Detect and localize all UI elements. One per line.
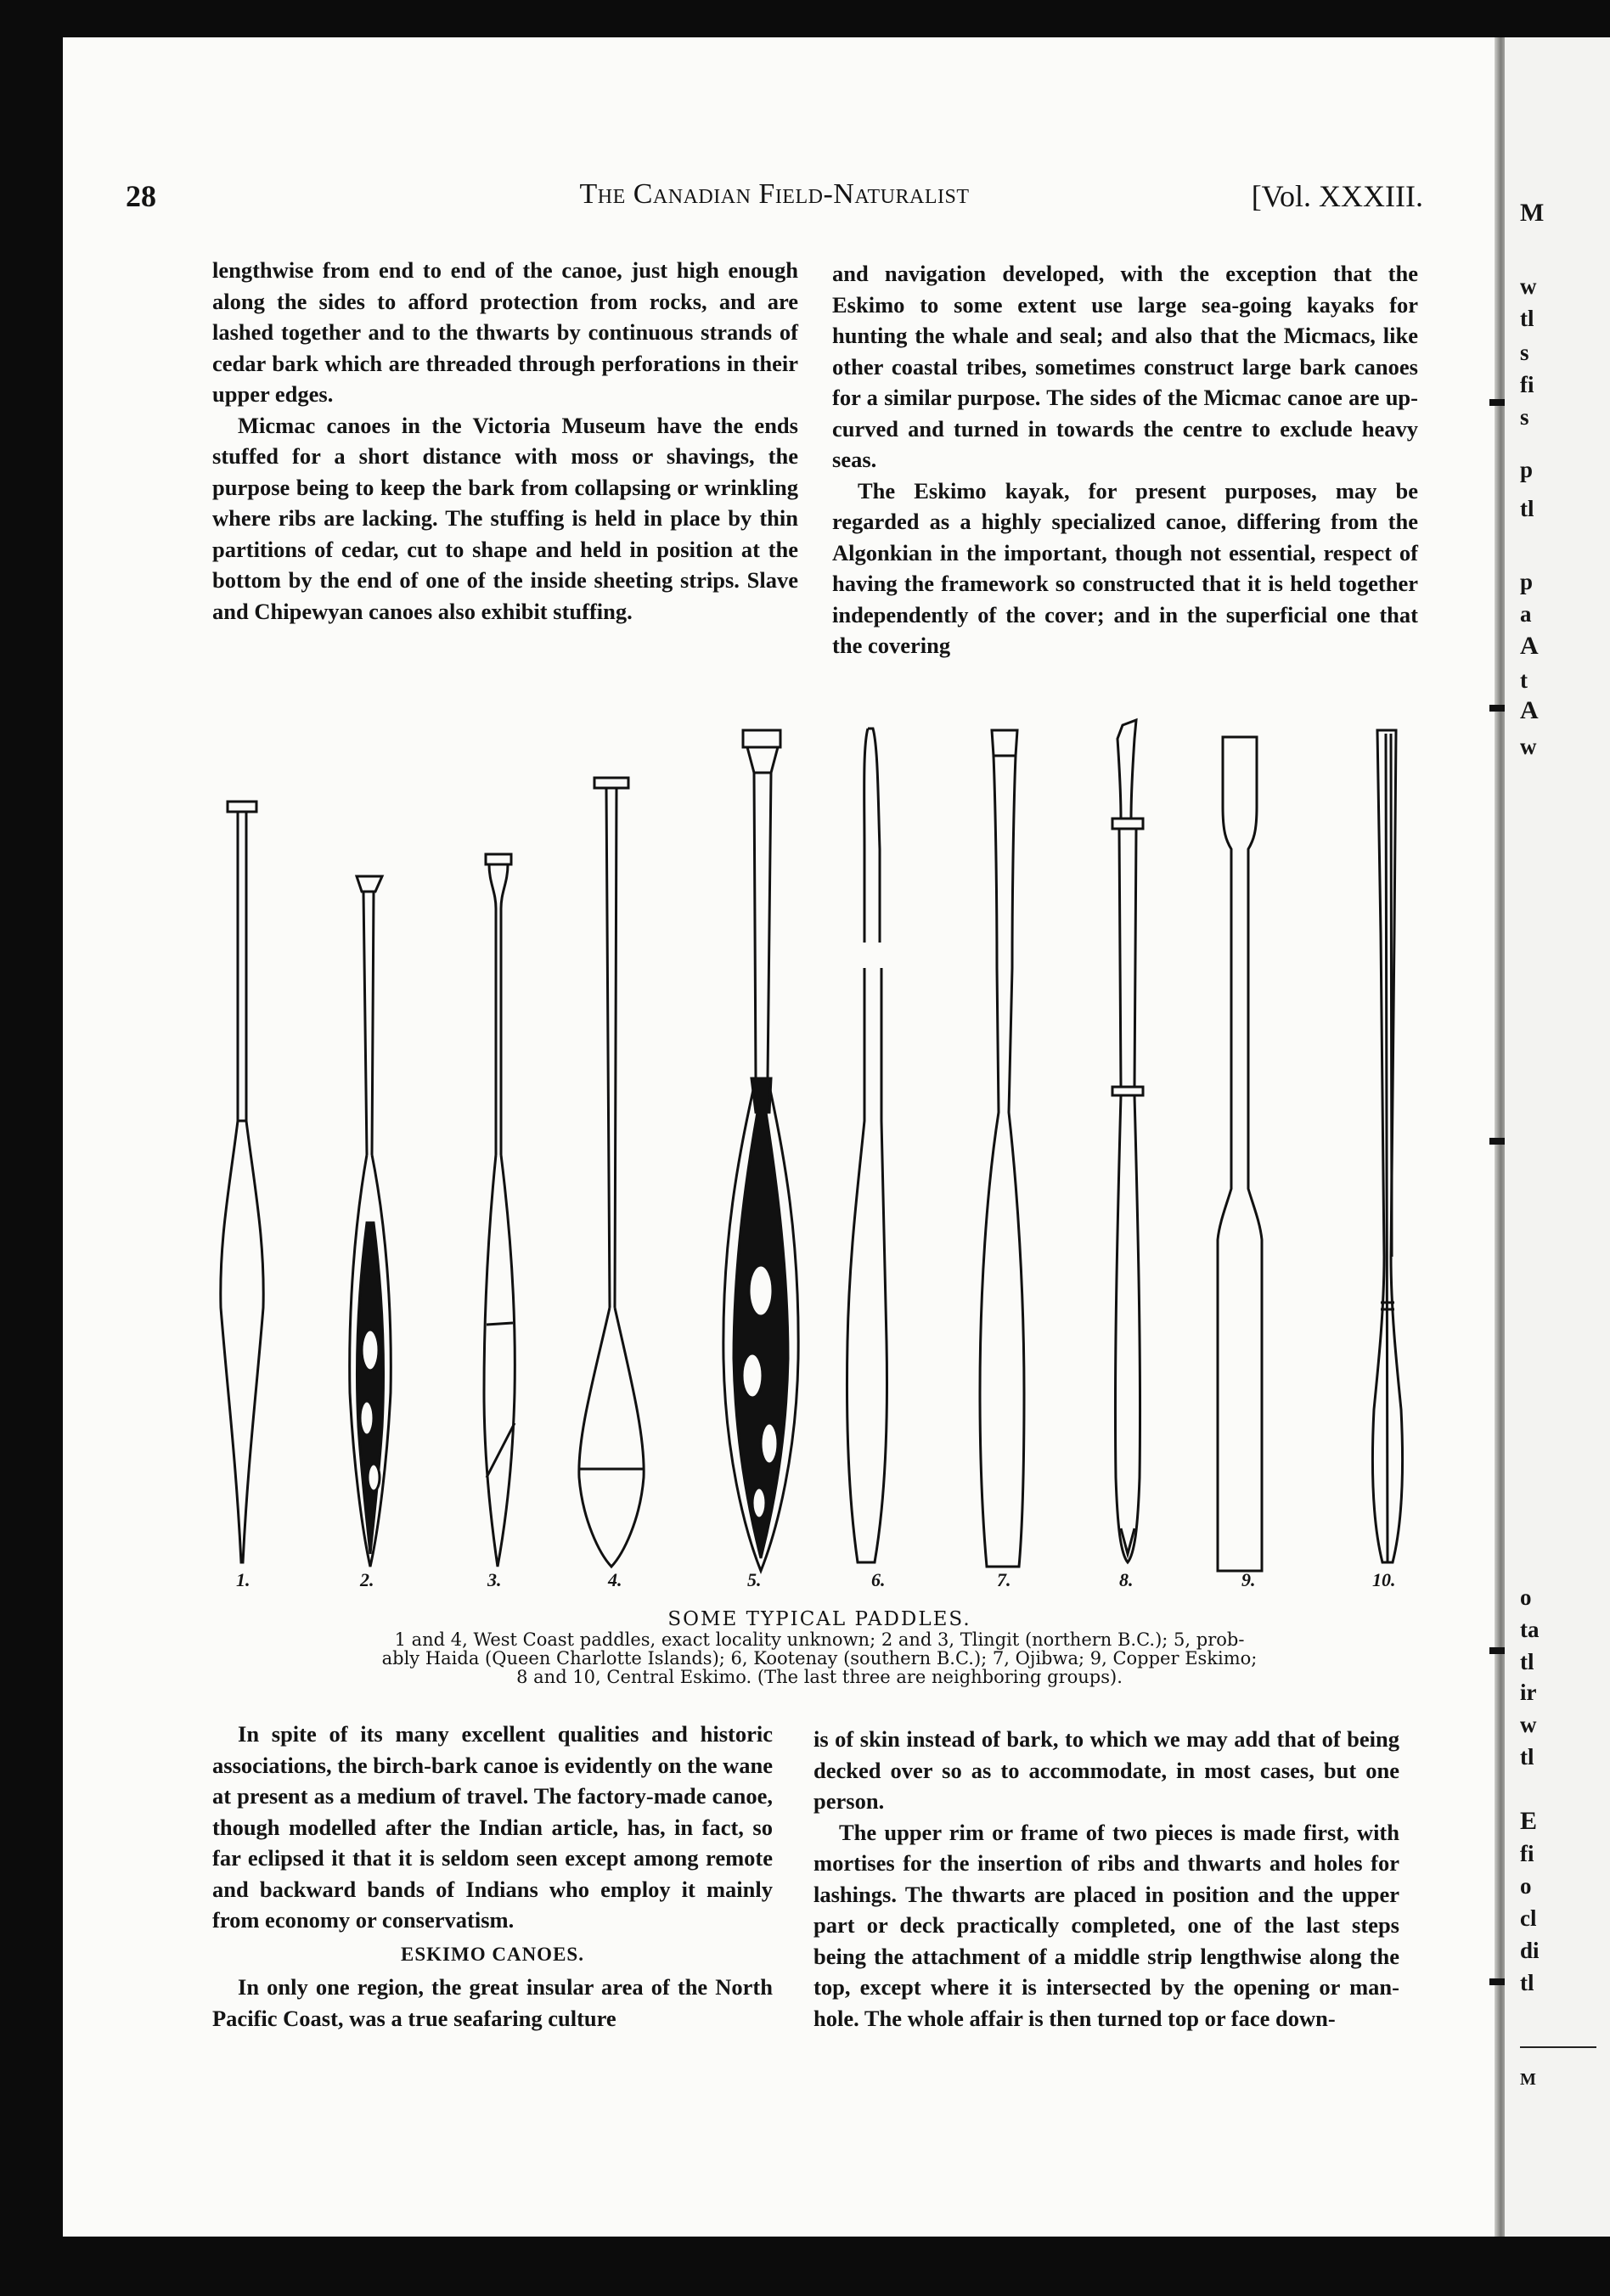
figure-caption-title: SOME TYPICAL PADDLES.	[667, 1608, 971, 1630]
paddles-illustration	[204, 713, 1435, 1613]
paddle-label-10: 10.	[1372, 1569, 1396, 1590]
paragraph: lengthwise from end to end of the canoe, just high enough along the sides to afford protection from rocks, and are lashed together and to the thwarts by continuous strands of cedar bark which are threaded through perforations in their upper edges.	[212, 257, 798, 407]
adjacent-page-fragment: w	[1520, 734, 1537, 759]
adjacent-page-fragment: fi	[1520, 1841, 1534, 1866]
paddle-label-8: 8.	[1119, 1569, 1134, 1590]
adjacent-page-fragment: ir	[1520, 1680, 1537, 1705]
figure-caption	[229, 1630, 1410, 1686]
paddle-label-2: 2.	[360, 1569, 374, 1590]
adjacent-page-rule	[1520, 2046, 1596, 2048]
adjacent-page-fragment: M	[1520, 199, 1545, 227]
paddle-label-3: 3.	[487, 1569, 502, 1590]
paddle-5-drawing	[723, 730, 798, 1571]
paddle-6-drawing	[847, 729, 887, 1562]
text-column-left-bottom	[212, 1719, 773, 2034]
journal-title: The Canadian Field-Naturalist	[579, 178, 970, 210]
adjacent-page-fragment: di	[1520, 1938, 1540, 1963]
adjacent-page-fragment: t	[1520, 667, 1528, 693]
adjacent-page-fragment: w	[1520, 1712, 1537, 1737]
adjacent-page-fragment: p	[1520, 569, 1534, 594]
adjacent-page-fragment: o	[1520, 1584, 1532, 1610]
paragraph: is of skin instead of bark, to which we may add that of being decked over so as to accommodate, in most cases, but one person.	[813, 1726, 1399, 1814]
paddle-2-drawing	[350, 876, 391, 1567]
section-heading: ESKIMO CANOES.	[401, 1943, 584, 1965]
paddle-label-1: 1.	[236, 1569, 251, 1590]
adjacent-page-fragment: tl	[1520, 1649, 1534, 1674]
paragraph: The upper rim or frame of two pieces is made first, with mortises for the insertion of ribs and thwarts and holes for lashings. The thwarts are placed in position and the upper part or deck practically completed, one of the last steps being the attachment of a middle strip lengthwise along the top, except where it is intersected by the opening or man-hole. The whole affair is then turned top or face down-	[813, 1819, 1399, 2031]
adjacent-page-fragment: A	[1520, 632, 1539, 660]
paddle-label-7: 7.	[997, 1569, 1011, 1590]
adjacent-page-fragment: w	[1520, 273, 1537, 299]
adjacent-page-fragment: s	[1520, 340, 1529, 365]
paddle-3-drawing	[484, 854, 515, 1567]
adjacent-page-fragment: o	[1520, 1873, 1532, 1899]
running-header	[126, 178, 1423, 221]
text-column-right-bottom	[813, 1724, 1399, 2034]
paragraph: In spite of its many excellent qualities and historic associations, the birch-bark canoe is evidently on the wane at present as a medium of travel. The factory-made canoe, though modelled after the Indian article, has, in fact, so far eclipsed it that it is seldom seen except among remote and backward bands of Indians who employ it mainly from economy or conservatism.	[212, 1721, 773, 1933]
adjacent-page-fragment: fi	[1520, 372, 1534, 397]
paddle-4-drawing	[579, 778, 644, 1567]
paddle-1-drawing	[221, 802, 263, 1562]
adjacent-page-fragment: tl	[1520, 496, 1534, 521]
adjacent-page-fragment: tl	[1520, 1970, 1534, 1995]
adjacent-page	[1505, 37, 1610, 2237]
adjacent-page-fragment: p	[1520, 457, 1534, 482]
adjacent-page-fragment: cl	[1520, 1905, 1537, 1931]
paddle-label-4: 4.	[608, 1569, 622, 1590]
text-column-left-top	[212, 255, 798, 627]
adjacent-page-fragment: tl	[1520, 306, 1534, 331]
adjacent-page-fragment: E	[1520, 1807, 1538, 1835]
adjacent-page-fragment: a	[1520, 601, 1532, 627]
paddle-label-9: 9.	[1241, 1569, 1256, 1590]
paddle-label-6: 6.	[871, 1569, 886, 1590]
paragraph: In only one region, the great insular area of the North Pacific Coast, was a true seafaring culture	[212, 1974, 773, 2031]
paddle-10-drawing	[1372, 730, 1402, 1562]
caption-line: ably Haida (Queen Charlotte Islands); 6, Kootenay (southern B.C.); 7, Ojibwa; 9, Copper Eskimo;	[381, 1648, 1258, 1669]
paddle-label-5: 5.	[747, 1569, 762, 1590]
page-number: 28	[126, 179, 156, 213]
paddles-figure	[204, 713, 1435, 1613]
volume-label: [Vol. XXXIII.	[1251, 179, 1423, 213]
adjacent-page-fragment: A	[1520, 696, 1539, 724]
paragraph: and navigation developed, with the exception that the Eskimo to some extent use large sea-going kayaks for hunting the whale and seal; and also that the Micmacs, like other coastal tribes, sometimes construct large bark canoes for a similar purpose. The sides of the Micmac canoe are up-curved and turned in towards the centre to exclude heavy seas.	[832, 261, 1418, 472]
paragraph: The Eskimo kayak, for present purposes, may be regarded as a highly specialized canoe, differing from the Algonkian in the important, though not essential, respect of having the framework so constructed that it is held together independently of the cover; and in the superficial one that the covering	[832, 477, 1418, 658]
paddle-7-drawing	[980, 730, 1024, 1567]
caption-line: 8 and 10, Central Eskimo. (The last three are neighboring groups).	[516, 1667, 1123, 1687]
adjacent-page-fragment: s	[1520, 404, 1529, 430]
paddle-8-drawing	[1112, 720, 1143, 1562]
caption-line: 1 and 4, West Coast paddles, exact locality unknown; 2 and 3, Tlingit (northern B.C.); 5, prob-	[394, 1629, 1245, 1650]
text-column-right-top	[832, 258, 1418, 661]
adjacent-page-fragment: tl	[1520, 1744, 1534, 1770]
paragraph: Micmac canoes in the Victoria Museum have the ends stuffed for a short distance with moss or shavings, the purpose being to keep the bark from collapsing or wrinkling where ribs are lacking. The stuffing is held in place by thin partitions of cedar, cut to shape and held in position at the bottom by the end of one of the inside sheeting strips. Slave and Chipewyan canoes also exhibit stuffing.	[212, 412, 798, 624]
adjacent-page-fragment: ta	[1520, 1617, 1540, 1642]
paddle-9-drawing	[1218, 737, 1262, 1571]
adjacent-page-fragment: M	[1520, 2070, 1536, 2089]
